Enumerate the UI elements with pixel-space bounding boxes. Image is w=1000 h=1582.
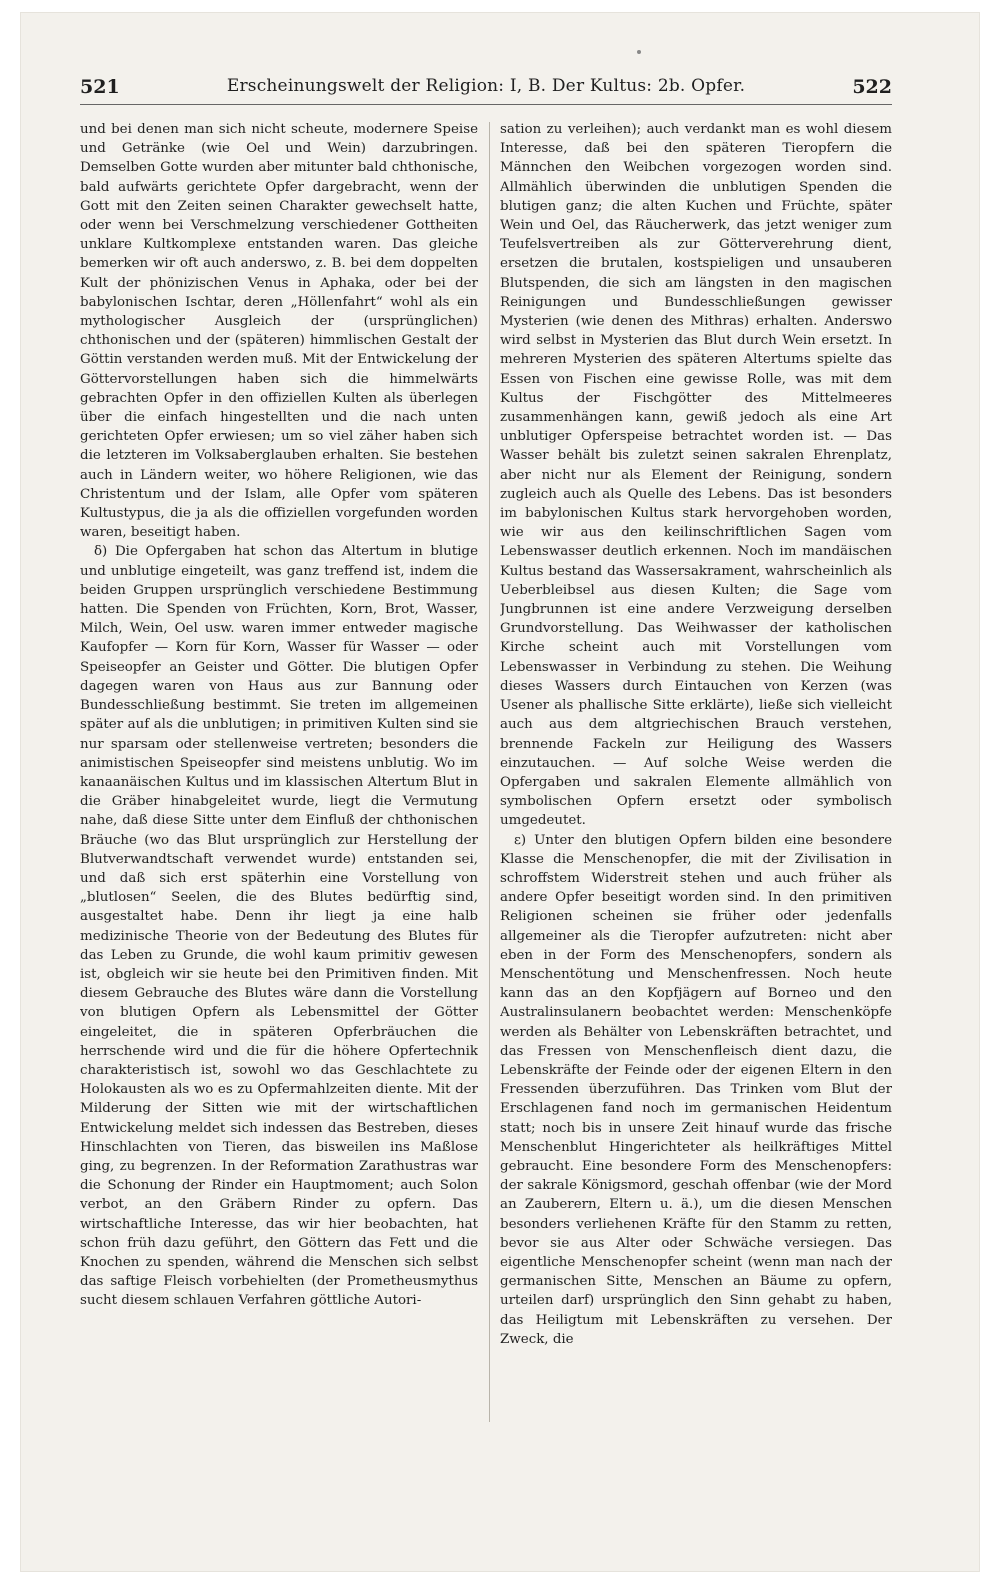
right-paragraph-1: sation zu verleihen); auch verdankt man es wohl diesem Interesse, daß bei den späteren Tieropfern die Männchen den Weibchen vorgezogen worden sind. Allmählich überwinden die unblutigen Spenden die blutigen ganz; die alten Kuchen und Früchte, später Wein und Oel, das Räucherwerk, das jetzt weniger zum Teufelsvertreiben als zur Götterverehrung dient, ersetzen die brutalen, kostspieligen und unsauberen Blutspenden, die sich am längsten in den magischen Reinigungen und Bundesschließungen gewisser Mysterien (wie denen des Mithras) erhalten. Anderswo wird selbst in Mysterien das Blut durch Wein ersetzt. In mehreren Mysterien des späteren Altertums spielte das Essen von Fischen eine gewisse Rolle, was mit dem Kultus der Fischgötter des Mittelmeeres zusammenhängen kann, gewiß jedoch als eine Art unblutiger Opferspeise betrachtet worden ist. — Das Wasser behält bis zuletzt seinen sakralen Ehrenplatz, aber nicht nur als Element der Reinigung, sondern zugleich auch als Quelle des Lebens. Das ist besonders im babylonischen Kultus stark hervorgehoben worden, wie wir aus den keilinschriftlichen Sagen vom Lebenswasser deutlich erkennen. Noch im mandäischen Kultus bestand das Wassersakrament, wahrscheinlich als Ueberbleibsel aus diesen Kulten; die Sage vom Jungbrunnen ist eine andere Verzweigung derselben Grundvorstellung. Das Weihwasser der katholischen Kirche scheint auch mit Vorstellungen vom Lebenswasser in Verbindung zu stehen. Die Weihung dieses Wassers durch Eintauchen von Kerzen (was Usener als phallische Sitte erklärte), ließe sich vielleicht auch aus dem altgriechischen Brauch verstehen, brennende Fackeln zur Heiligung des Wassers einzutauchen. — Auf solche Weise werden die Opfergaben und sakralen Elemente allmählich von symbolischen Opfern ersetzt oder symbolisch umgedeutet.: [500, 122, 892, 829]
header-title: Erscheinungswelt der Religion: I, B. Der Kultus: 2b. Opfer.: [226, 76, 746, 96]
left-paragraph-1: und bei denen man sich nicht scheute, modernere Speise und Getränke (wie Oel und Wein) darzubringen. Demselben Gotte wurden aber mitunter bald chthonische, bald aufwärts gerichtete Opfer dargebracht, wenn der Gott mit den Zeiten seinen Charakter gewechselt hatte, oder wenn bei Verschmelzung verschiedener Gottheiten unklare Kultkomplexe entstanden waren. Das gleiche bemerken wir oft auch anderswo, z. B. bei dem doppelten Kult der phönizischen Venus in Aphaka, oder bei der babylonischen Ischtar, deren „Höllenfahrt“ wohl als ein mythologischer Ausgleich der (ursprünglichen) chthonischen und der (späteren) himmlischen Gestalt der Göttin verstanden werden muß. Mit der Entwickelung der Göttervorstellungen haben sich die himmelwärts gebrachten Opfer in den offiziellen Kulten als überlegen über die einfach hingestellten und die nach unten gerichteten Opfer erwiesen; um so viel zäher haben sich die letzteren im Volksaberglauben erhalten. Sie bestehen auch in Ländern weiter, wo höhere Religionen, wie das Christentum und der Islam, alle Opfer vom späteren Kultustypus, die ja als die offiziellen vorgefunden worden waren, beseitigt haben.: [80, 122, 478, 541]
column-divider: [489, 122, 490, 1422]
left-paragraph-2: δ) Die Opfergaben hat schon das Altertum in blutige und unblutige eingeteilt, was ganz treffend ist, indem die beiden Gruppen ursprünglich verschiedene Bestimmung hatten. Die Spenden von Früchten, Korn, Brot, Wasser, Milch, Wein, Oel usw. waren immer entweder magische Kaufopfer — Korn für Korn, Wasser für Wasser — oder Speiseopfer an Geister und Götter. Die blutigen Opfer dagegen waren von Haus aus zur Bannung oder Bundesschließung bestimmt. Sie treten im allgemeinen später auf als die unblutigen; in primitiven Kulten sind sie nur sparsam oder stellenweise vertreten; besonders die animistischen Speiseopfer sind meistens unblutig. Wo im kanaanäischen Kultus und im klassischen Altertum Blut in die Gräber hinabgeleitet wurde, liegt die Vermutung nahe, daß diese Sitte unter dem Einfluß der chthonischen Bräuche (wo das Blut ursprünglich zur Herstellung der Blutverwandtschaft verwendet wurde) entstanden sei, und daß sich erst späterhin eine Vorstellung von „blutlosen“ Seelen, die des Blutes bedürftig sind, ausgestaltet habe. Denn ihr liegt ja eine halb medizinische Theorie von der Bedeutung des Blutes für das Leben zu Grunde, die wohl kaum primitiv gewesen ist, obgleich wir sie heute bei den Primitiven finden. Mit diesem Gebrauche des Blutes wäre dann die Vorstellung von blutigen Opfern als Lebensmittel der Götter eingeleitet, die in späteren Opferbräuchen die herrschende wird und die für die höhere Opfertechnik charakteristisch ist, sowohl wo das Geschlachtete zu Holokausten als wo es zu Opfermahlzeiten diente. Mit der Milderung der Sitten wie mit der wirtschaftlichen Entwickelung meldet sich indessen das Bestreben, dieses Hinschlachten von Tieren, das bisweilen ins Maßlose ging, zu begrenzen. In der Reformation Zarathustras war die Schonung der Rinder ein Hauptmoment; auch Solon verbot, an den Gräbern Rinder zu opfern. Das wirtschaftliche Interesse, das wir hier beobachten, hat schon früh dazu geführt, den Göttern das Fett und die Knochen zu spenden, während die Menschen sich selbst das saftige Fleisch vorbehielten (der Prometheusmythus sucht diesem schlauen Verfahren göttliche Autori-: [80, 544, 478, 1309]
page-number-right: 522: [852, 76, 892, 98]
running-header: [80, 70, 892, 105]
page-number-left: 521: [80, 76, 120, 98]
left-column: [80, 120, 478, 1430]
right-column: [500, 120, 892, 1430]
speck-mark: [637, 50, 641, 54]
right-paragraph-2: ε) Unter den blutigen Opfern bilden eine besondere Klasse die Menschenopfer, die mit der Zivilisation in schroffstem Widerstreit stehen und auch früher als andere Opfer beseitigt worden sind. In den primitiven Religionen scheinen sie früher oder jedenfalls allgemeiner als die Tieropfer aufzutreten: nicht aber eben in der Form des Menschenopfers, sondern als Menschentötung und Menschenfressen. Noch heute kann das an den Kopfjägern auf Borneo und den Australinsulanern beobachtet werden: Menschenköpfe werden als Behälter von Lebenskräften betrachtet, und das Fressen von Menschenfleisch dient dazu, die Lebenskräfte der Feinde oder der eigenen Eltern in den Fressenden überzuführen. Das Trinken vom Blut der Erschlagenen fand noch im germanischen Heidentum statt; noch bis in unsere Zeit hinauf wurde das frische Menschenblut Hingerichteter als heilkräftiges Mittel gebraucht. Eine besondere Form des Menschenopfers: der sakrale Königsmord, geschah offenbar (wie der Mord an Zauberern, Eltern u. ä.), um die diesen Menschen besonders verliehenen Kräfte für den Stamm zu retten, bevor sie aus Alter oder Schwäche versiegen. Das eigentliche Menschenopfer scheint (wenn man nach der germanischen Sitte, Menschen an Bäume zu opfern, urteilen darf) ursprünglich den Sinn gehabt zu haben, das Heiligtum mit Lebenskräften zu versehen. Der Zweck, die: [500, 832, 892, 1347]
